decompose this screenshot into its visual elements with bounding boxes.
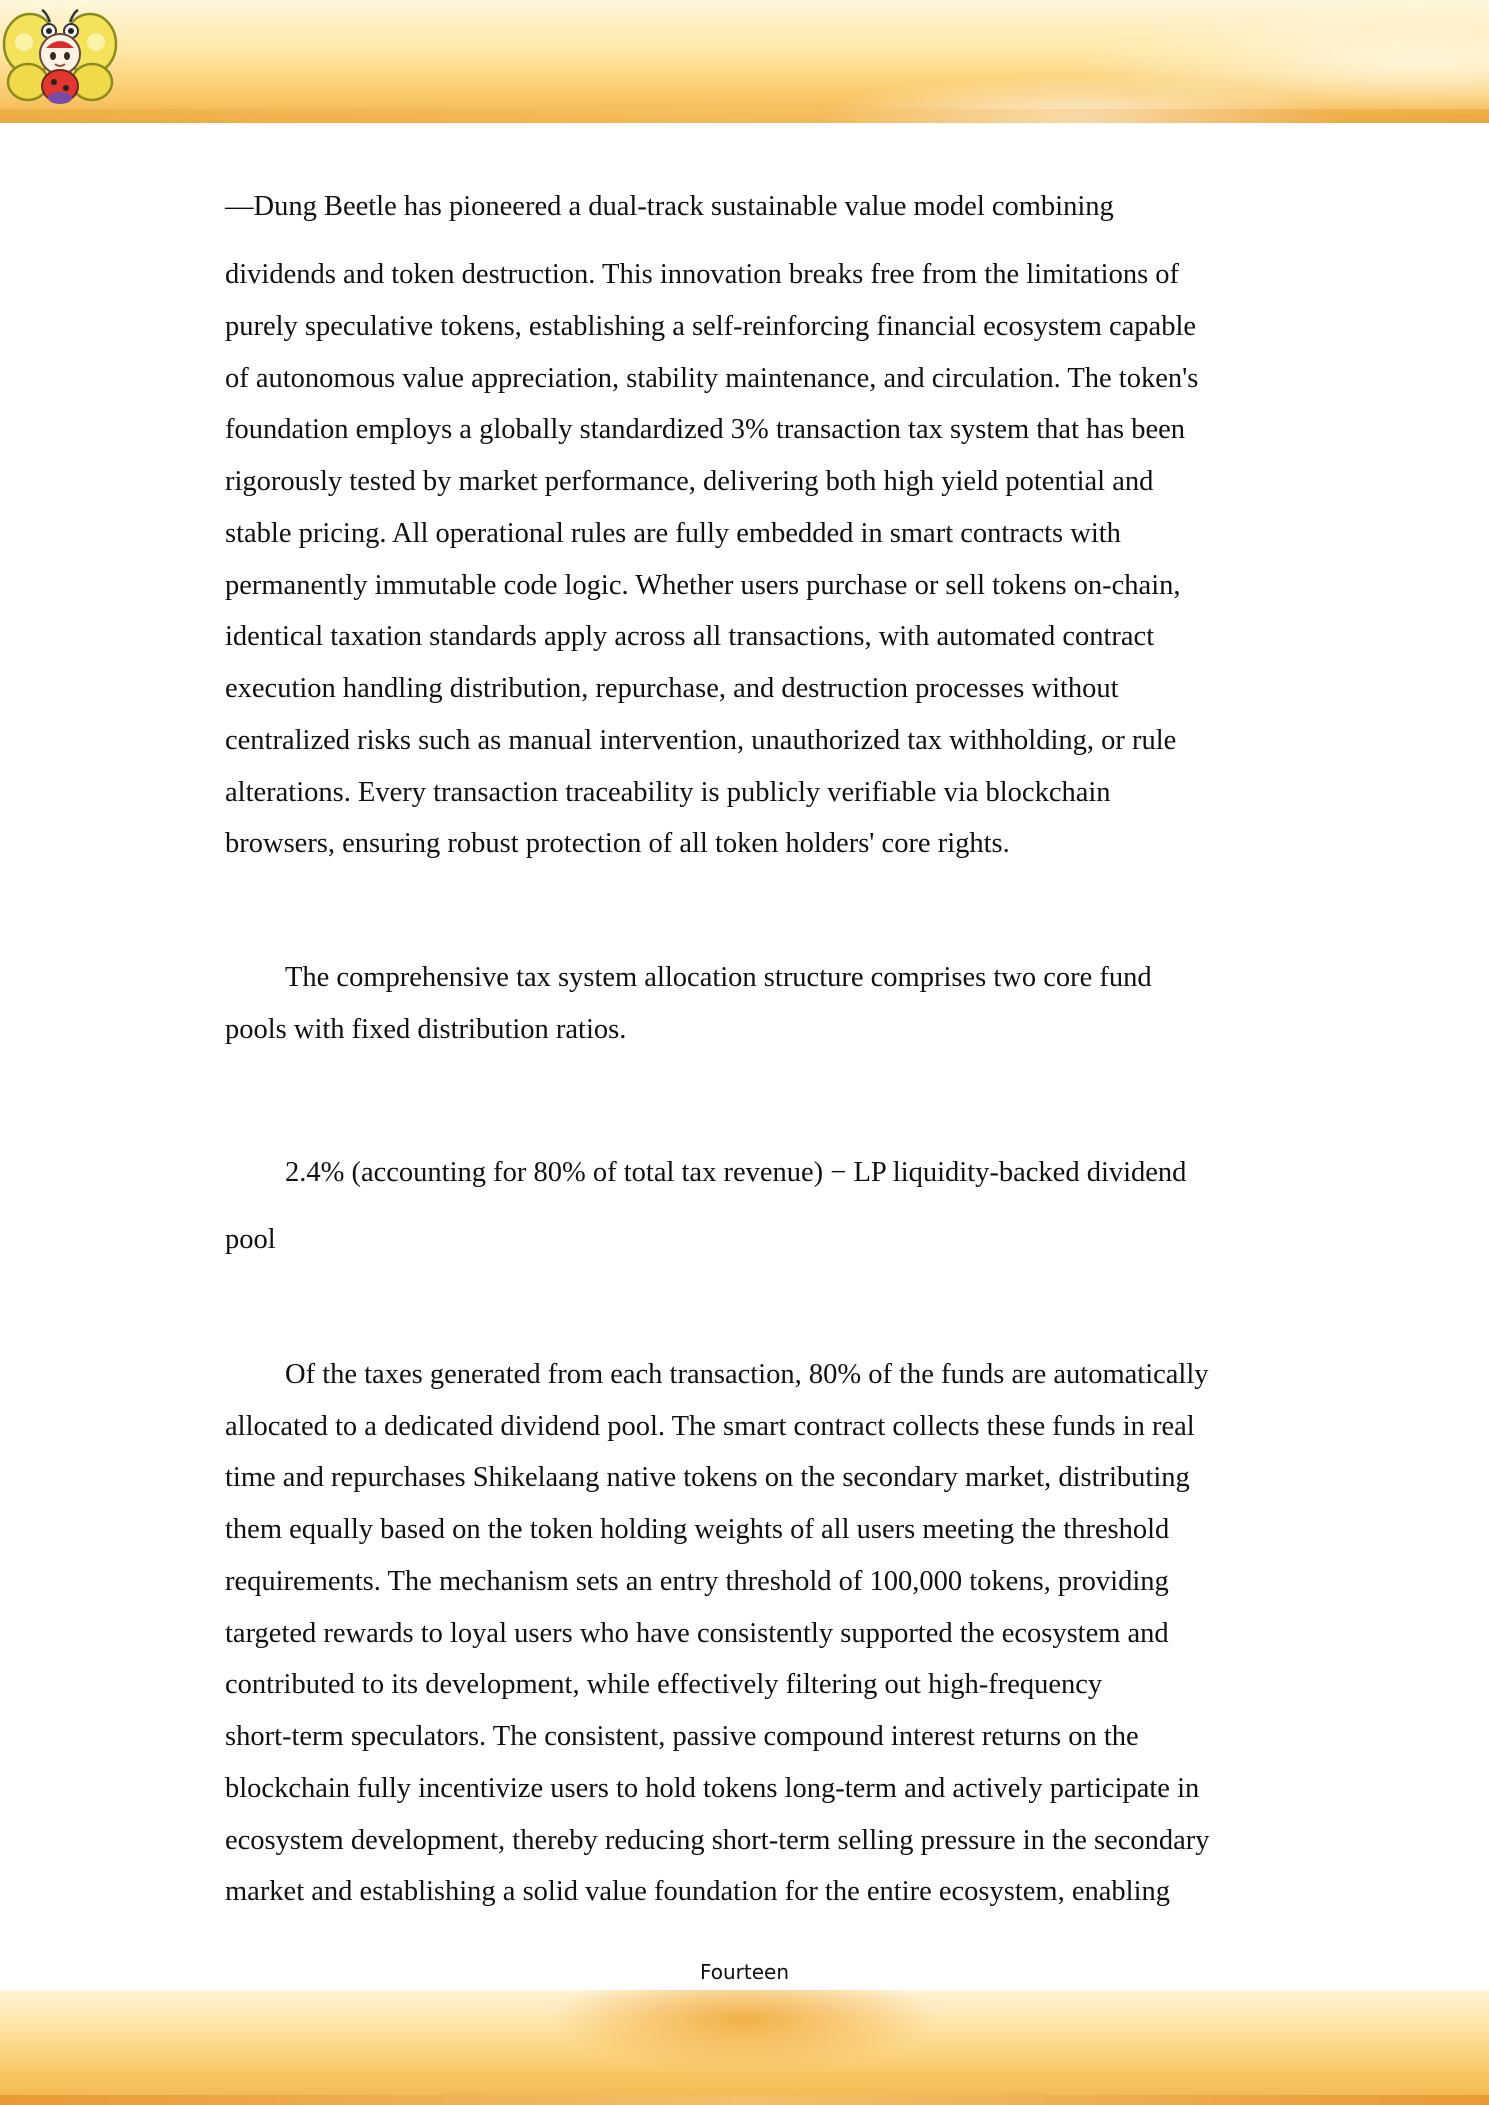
paragraph-line: targeted rewards to loyal users who have consistently supported the ecosystem and <box>225 1618 1169 1649</box>
footer-banner <box>0 1990 1489 2105</box>
paragraph-line: rigorously tested by market performance, delivering both high yield potential and <box>225 466 1154 497</box>
paragraph-line: foundation employs a globally standardized 3% transaction tax system that has been <box>225 414 1186 445</box>
paragraph-line: browsers, ensuring robust protection of all token holders' core rights. <box>225 828 1010 859</box>
paragraph-line: centralized risks such as manual intervention, unauthorized tax withholding, or rule <box>225 725 1177 756</box>
paragraph-line: alterations. Every transaction traceability is publicly verifiable via blockchain <box>225 777 1111 808</box>
paragraph-line: Of the taxes generated from each transaction, 80% of the funds are automatically <box>285 1359 1209 1390</box>
header-banner <box>0 0 1489 123</box>
section-heading-line: pool <box>225 1224 276 1255</box>
paragraph-line: short-term speculators. The consistent, passive compound interest returns on the <box>225 1721 1139 1752</box>
paragraph-line: purely speculative tokens, establishing a self-reinforcing financial ecosystem capable <box>225 311 1197 342</box>
paragraph-line: pools with fixed distribution ratios. <box>225 1014 627 1045</box>
paragraph-line: —Dung Beetle has pioneered a dual-track sustainable value model combining <box>225 191 1114 222</box>
paragraph-line: allocated to a dedicated dividend pool. The smart contract collects these funds in real <box>225 1411 1195 1442</box>
paragraph-line: requirements. The mechanism sets an entry threshold of 100,000 tokens, providing <box>225 1566 1169 1597</box>
paragraph-line: contributed to its development, while effectively filtering out high-frequency <box>225 1669 1103 1700</box>
paragraph-line: them equally based on the token holding weights of all users meeting the threshold <box>225 1514 1170 1545</box>
paragraph-line: time and repurchases Shikelaang native tokens on the secondary market, distributing <box>225 1462 1190 1493</box>
paragraph-line: blockchain fully incentivize users to hold tokens long-term and actively participate in <box>225 1773 1200 1804</box>
paragraph-line: execution handling distribution, repurchase, and destruction processes without <box>225 673 1119 704</box>
paragraph-line: The comprehensive tax system allocation structure comprises two core fund <box>285 962 1152 993</box>
paragraph-line: stable pricing. All operational rules are fully embedded in smart contracts with <box>225 518 1121 549</box>
paragraph-line: identical taxation standards apply across all transactions, with automated contract <box>225 621 1155 652</box>
paragraph-line: of autonomous value appreciation, stability maintenance, and circulation. The token's <box>225 363 1199 394</box>
paragraph-line: market and establishing a solid value foundation for the entire ecosystem, enabling <box>225 1876 1170 1907</box>
paragraph-line: permanently immutable code logic. Whether users purchase or sell tokens on-chain, <box>225 570 1181 601</box>
paragraph-line: ecosystem development, thereby reducing short-term selling pressure in the secondary <box>225 1825 1210 1856</box>
paragraph-line: dividends and token destruction. This innovation breaks free from the limitations of <box>225 259 1180 290</box>
page-number: Fourteen <box>699 1960 790 1984</box>
butterfly-ladybug-mascot-icon <box>2 4 118 108</box>
section-heading-line: 2.4% (accounting for 80% of total tax revenue) − LP liquidity-backed dividend <box>285 1157 1187 1188</box>
